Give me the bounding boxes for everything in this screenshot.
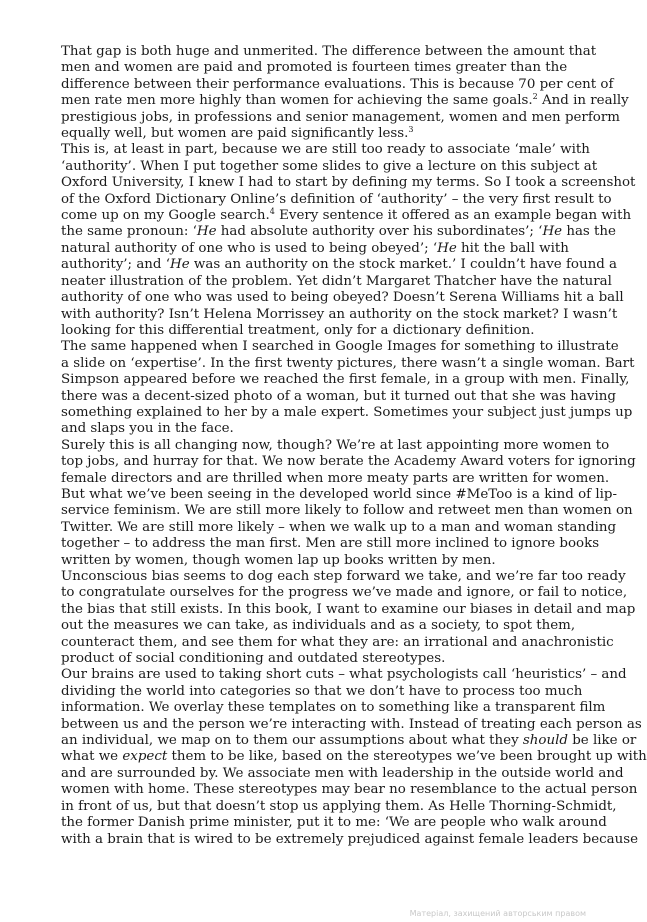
text-run: That gap is both huge and unmerited. The difference between the amount that: [61, 44, 597, 59]
text-run: women with home. These stereotypes may bear no resemblance to the actual person: [61, 782, 638, 798]
text-line: [42, 323, 561, 339]
footnote-marker: 3: [408, 125, 414, 135]
text-run: Oxford University, I knew I had to start by defining my terms. So I took a screenshot: [61, 175, 636, 191]
text-run: product of social conditioning and outdated stereotypes.: [61, 651, 446, 667]
italic-text: He: [170, 257, 190, 273]
text-run: counteract them, and see them for what they are: an irrational and anachronistic: [61, 634, 614, 650]
text-run: the bias that still exists. In this book, I want to examine our biases in detail and map: [61, 601, 636, 617]
paragraph: [42, 569, 636, 667]
text-run: there was a decent-sized photo of a woman, but it turned out that she was having: [61, 388, 616, 404]
text-line: [42, 700, 606, 716]
text-line: [42, 92, 629, 109]
text-run: Surely this is all changing now, though? We’re at last appointing more women to: [61, 437, 610, 453]
text-run: female directors and are thrilled when more meaty parts are written for women.: [61, 470, 610, 486]
text-line: [42, 224, 616, 240]
text-run: had absolute authority over his subordinates’; ‘: [216, 224, 543, 240]
copyright-watermark: Матеріал, захищений авторським правом: [409, 909, 586, 918]
text-line: [42, 142, 590, 158]
text-line: [42, 765, 624, 782]
text-line: [42, 733, 637, 749]
paragraph: [42, 44, 629, 142]
paragraph: [42, 339, 635, 437]
text-run: neater illustration of the problem. Yet didn’t Margaret Thatcher have the natural: [61, 273, 612, 289]
text-run: and are surrounded by. We associate men with leadership in the outside world and: [61, 765, 624, 781]
text-line: [42, 404, 633, 421]
footnote-marker: 4: [269, 207, 275, 217]
text-run: Twitter. We are still more likely – when we walk up to a man and woman standing: [61, 519, 617, 535]
text-line: [42, 60, 568, 76]
text-run: of the Oxford Dictionary Online’s definition of ‘authority’ – the very first result to: [61, 191, 612, 207]
text-run: to congratulate ourselves for the progress we’ve made and ignore, or fail to notice,: [61, 585, 628, 601]
text-line: [42, 44, 597, 60]
italic-text: He: [196, 224, 217, 240]
text-run: The same happened when I searched in Google Images for something to illustrate: [61, 339, 619, 355]
text-line: [42, 601, 636, 618]
text-run: And in really: [537, 93, 629, 109]
text-run: authority’; and ‘: [61, 257, 171, 273]
text-line: [42, 782, 638, 798]
text-run: prestigious jobs, in professions and senior management, women and men perform: [61, 109, 620, 125]
text-line: [42, 569, 626, 585]
italic-text: He: [542, 224, 563, 240]
text-line: [42, 536, 600, 552]
text-line: [42, 372, 630, 388]
text-run: difference between their performance evaluations. This is because 70 per cent of: [61, 76, 614, 92]
text-run: in front of us, but that doesn’t stop us applying them. As Helle Thorning-Schmidt,: [61, 798, 617, 814]
text-line: [42, 585, 628, 601]
text-run: Simpson appeared before we reached the first female, in a group with men. Finally,: [61, 372, 630, 388]
text-run: Unconscious bias seems to dog each step forward we take, and we’re far too ready: [61, 569, 626, 584]
text-line: [42, 290, 624, 306]
italic-text: expect: [122, 749, 168, 765]
text-line: [42, 109, 620, 126]
text-run: was an authority on the stock market.’ I couldn’t have found a: [189, 257, 618, 273]
text-run: between us and the person we’re interacting with. Instead of treating each person as: [61, 716, 642, 732]
text-line: [42, 76, 614, 93]
italic-text: should: [522, 733, 568, 749]
text-run: what we: [61, 749, 123, 765]
text-line: [42, 716, 642, 733]
text-run: has the: [562, 224, 616, 240]
text-run: with authority? Isn’t Helena Morrissey an authority on the stock market? I wasn’t: [61, 306, 618, 322]
text-run: something explained to her by a male expert. Sometimes your subject just jumps up: [61, 404, 633, 420]
text-run: men rate men more highly than women for achieving the same goals.: [61, 93, 533, 109]
text-line: [42, 798, 617, 815]
text-line: [42, 831, 639, 848]
text-run: But what we’ve been seeing in the developed world since #MeToo is a kind of lip-: [61, 486, 618, 502]
text-run: and slaps you in the face.: [61, 421, 234, 437]
text-run: This is, at least in part, because we are still too ready to associate ‘male’ with: [61, 142, 590, 158]
text-run: Every sentence it offered as an example began with: [274, 208, 632, 224]
text-run: Our brains are used to taking short cuts – what psychologists call ‘heuristics’ – and: [61, 667, 627, 683]
text-run: with a brain that is wired to be extremely prejudiced against female leaders because: [61, 831, 639, 847]
text-run: service feminism. We are still more likely to follow and retweet men than women on: [61, 503, 633, 519]
text-line: [42, 683, 583, 700]
text-line: [42, 618, 576, 634]
text-line: [42, 257, 618, 273]
text-line: [42, 486, 618, 503]
text-run: information. We overlay these templates on to something like a transparent film: [61, 700, 606, 716]
text-line: [42, 437, 610, 454]
text-run: together – to address the man first. Men are still more inclined to ignore books: [61, 536, 600, 552]
text-run: natural authority of one who is used to being obeyed’; ‘: [61, 240, 438, 256]
text-line: [42, 158, 598, 175]
text-line: [42, 388, 616, 405]
paragraph: [42, 142, 636, 339]
text-line: [42, 339, 619, 355]
text-run: the former Danish prime minister, put it to me: ‘We are people who walk around: [61, 815, 607, 831]
text-line: [42, 553, 561, 569]
text-run: them to be like, based on the stereotypes we’ve been brought up with: [167, 749, 647, 765]
paragraph: [42, 437, 636, 569]
text-run: an individual, we map on to them our assumptions about what they: [61, 733, 523, 749]
text-line: [42, 634, 614, 651]
text-run: come up on my Google search.: [61, 208, 270, 224]
text-line: [42, 519, 617, 536]
text-line: [42, 421, 561, 437]
italic-text: He: [437, 240, 457, 256]
text-run: out the measures we can take, as individuals and as a society, to spot them,: [61, 618, 576, 634]
text-line: [42, 503, 633, 519]
text-run: top jobs, and hurray for that. We now berate the Academy Award voters for ignoring: [61, 454, 636, 470]
paragraph: [42, 667, 647, 847]
text-line: [42, 207, 632, 224]
text-line: [42, 470, 610, 487]
text-line: [42, 175, 636, 191]
text-run: dividing the world into categories so that we don’t have to process too much: [61, 683, 583, 699]
text-line: [42, 749, 647, 765]
text-run: ‘authority’. When I put together some slides to give a lecture on this subject at: [61, 158, 598, 174]
text-line: [42, 355, 635, 372]
text-line: [42, 126, 561, 142]
text-run: authority of one who was used to being obeyed? Doesn’t Serena Williams hit a ball: [61, 290, 624, 306]
book-page-text: [42, 44, 647, 848]
footnote-marker: 2: [532, 92, 538, 102]
text-line: [42, 667, 627, 683]
text-line: [42, 191, 612, 208]
text-run: hit the ball with: [456, 240, 569, 256]
text-line: [42, 815, 607, 831]
text-run: written by women, though women lap up books written by men.: [61, 552, 496, 568]
text-run: men and women are paid and promoted is fourteen times greater than the: [61, 60, 568, 76]
text-line: [42, 651, 561, 667]
text-run: looking for this differential treatment, only for a dictionary definition.: [61, 322, 535, 338]
text-run: equally well, but women are paid significantly less.: [61, 126, 409, 142]
text-line: [42, 306, 618, 323]
text-line: [42, 454, 636, 470]
text-line: [42, 273, 612, 290]
text-run: a slide on ‘expertise’. In the first twenty pictures, there wasn’t a single woman. Bart: [61, 355, 635, 371]
text-run: be like or: [567, 733, 637, 749]
text-run: the same pronoun: ‘: [61, 224, 197, 240]
text-line: [42, 240, 569, 257]
